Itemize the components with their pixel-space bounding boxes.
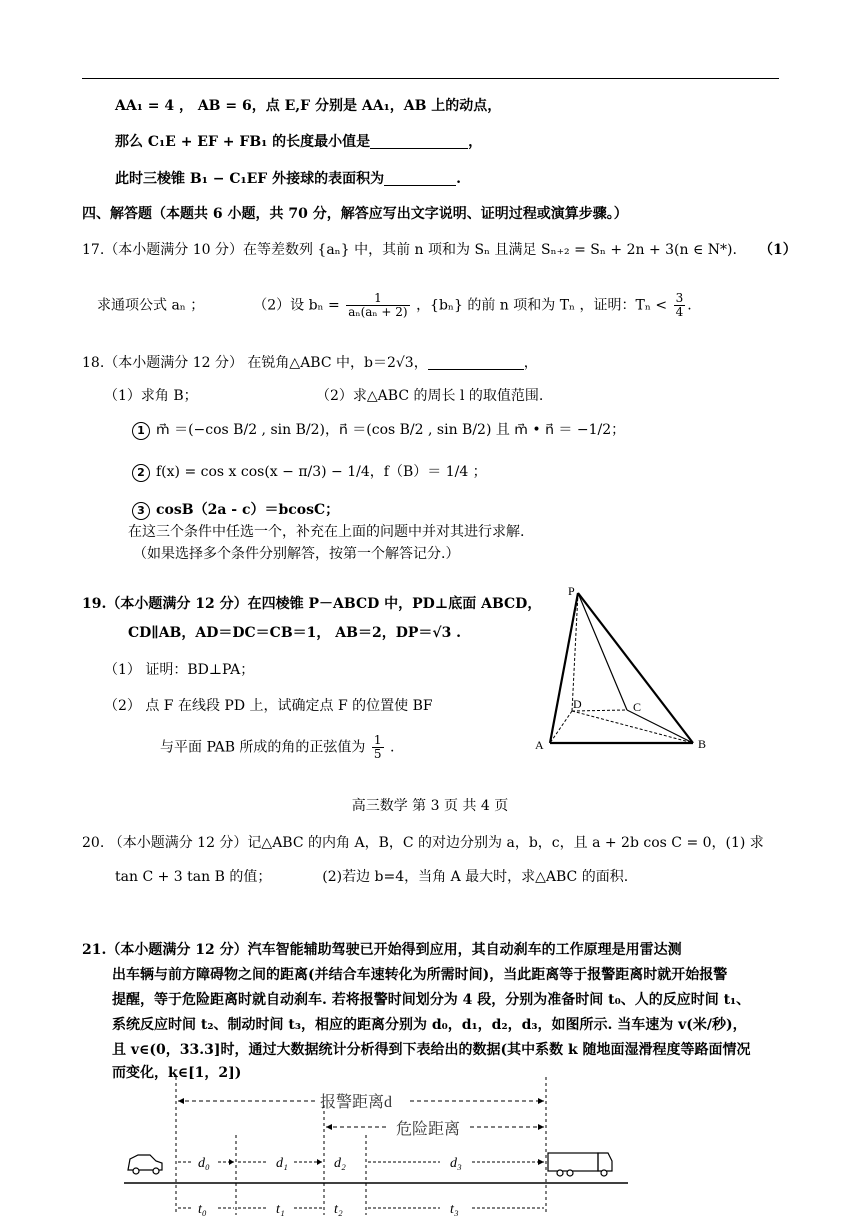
label-c: C xyxy=(633,700,642,714)
q18-condition-1-text: m⃗ ＝(−cos B/2 , sin B/2)，n⃗ ＝(cos B/2 , sin B/2) 且 m⃗ • n⃗ ＝ −1/2； xyxy=(156,422,626,438)
q18-condition-2 xyxy=(132,462,487,482)
q17-fraction-2: $\frac{3}{4}$ xyxy=(675,291,684,319)
answer-blank-1 xyxy=(370,134,468,149)
q17-line1-tail: （1） xyxy=(759,242,797,258)
q16-line3 xyxy=(115,169,461,189)
q17-line2: 求通项公式 aₙ ； （2）设 bₙ = $\frac{1}{\text{aₙ(aₙ + 2)}}$ ，{bₙ} 的前 n 项和为 Tₙ ，证明：Tₙ < $\frac{3}{4}$ . xyxy=(97,291,692,319)
q19-fraction: $\frac{1}{5}$ xyxy=(373,733,382,761)
q16-line2-text: 那么 C₁E + EF + FB₁ 的长度最小值是 xyxy=(115,134,371,150)
q20-line1: 20. （本小题满分 12 分）记△ABC 的内角 A，B，C 的对边分别为 a，b，c，且 a + 2b cos C = 0，(1) 求 xyxy=(82,835,764,851)
label-p: P xyxy=(568,584,575,598)
edge-db xyxy=(572,711,693,743)
d2-label: d₂ xyxy=(334,1156,346,1171)
q17-line1 xyxy=(82,240,737,260)
q17-part1: 求通项公式 aₙ ； xyxy=(97,297,205,314)
q19-part1: （1） 证明：BD⊥PA； xyxy=(104,662,255,678)
t2-label: t₂ xyxy=(334,1202,343,1216)
q18-part2: （2）求△ABC 的周长 l 的取值范围. xyxy=(316,388,544,404)
q19-part2b-text: 与平面 PAB 所成的角的正弦值为 xyxy=(160,739,366,756)
label-b: B xyxy=(698,737,707,751)
alarm-distance-label: 报警距离d xyxy=(320,1094,393,1111)
q21-line1: 21.（本小题满分 12 分）汽车智能辅助驾驶已开始得到应用，其自动刹车的工作原理是用雷达测 xyxy=(82,942,682,958)
q21-line5: 且 v∈(0，33.3]时，通过大数据统计分析得到下表给出的数据(其中系数 k 随地面湿滑程度等路面情况 xyxy=(112,1042,751,1058)
circled-number-2: 2 xyxy=(132,464,150,482)
q21-line6: 而变化，k∈[1，2]) xyxy=(112,1065,242,1081)
q16-line3-text: 此时三棱锥 B₁ − C₁EF 外接球的表面积为 xyxy=(115,171,385,187)
q16-line3-end: . xyxy=(456,171,461,187)
q20-part1: tan C + 3 tan B 的值； xyxy=(115,869,272,885)
t3-label: t₃ xyxy=(450,1202,459,1216)
t0-label: t₀ xyxy=(198,1202,207,1216)
label-a: A xyxy=(535,738,544,752)
q17-part2: （2）设 bₙ = xyxy=(253,297,340,314)
page-footer: 高三数学 第 3 页 共 4 页 xyxy=(351,798,509,814)
edge-cb xyxy=(627,710,693,743)
q17-part2-cont: ，{bₙ} 的前 n 项和为 Tₙ ，证明：Tₙ < xyxy=(416,297,668,314)
danger-distance-label: 危险距离 xyxy=(396,1121,461,1138)
d3-label: d₃ xyxy=(450,1156,462,1171)
header-rule xyxy=(82,78,779,79)
q21-line4: 系统反应时间 t₂、制动时间 t₃，相应的距离分别为 d₀，d₁，d₂，d₃，如图所示. 当车速为 v(米/秒)， xyxy=(112,1017,747,1033)
car-icon xyxy=(128,1155,162,1174)
truck-icon xyxy=(548,1153,612,1176)
circled-number-1: 1 xyxy=(132,422,150,440)
q18-line1-text: 18.（本小题满分 12 分） 在锐角△ABC 中，b＝2√3， xyxy=(82,355,428,371)
q18-condition-1 xyxy=(132,420,625,440)
q18-condition-3-text: cosB（2a - c）＝bcosC； xyxy=(156,502,340,518)
pyramid-figure xyxy=(520,580,720,755)
q19-line2: CD∥AB，AD＝DC＝CB＝1， AB＝2，DP＝√3 . xyxy=(128,625,462,641)
q16-line1: AA₁ = 4 ， AB = 6，点 E,F 分别是 AA₁，AB 上的动点， xyxy=(115,98,502,114)
q16-line2 xyxy=(115,132,482,152)
edge-pc xyxy=(578,593,627,710)
d1-label: d₁ xyxy=(276,1156,288,1171)
q20-part2: (2)若边 b=4，当角 A 最大时，求△ABC 的面积. xyxy=(322,869,629,885)
circled-number-3: 3 xyxy=(132,502,150,520)
q21-line2: 出车辆与前方障碍物之间的距离(并结合车速转化为所需时间)，当此距离等于报警距离时就开始报警 xyxy=(112,967,728,983)
q18-line1 xyxy=(82,353,538,373)
q19-part2: （2） 点 F 在线段 PD 上，试确定点 F 的位置使 BF xyxy=(104,698,433,714)
q21-line3: 提醒，等于危险距离时就自动刹车. 若将报警时间划分为 4 段，分别为准备时间 t₀、人的反应时间 t₁、 xyxy=(112,992,751,1008)
q18-instruction: 在这三个条件中任选一个，补充在上面的问题中并对其进行求解. xyxy=(128,524,525,540)
section-heading: 四、解答题（本题共 6 小题，共 70 分，解答应写出文字说明、证明过程或演算步骤。） xyxy=(82,206,628,222)
edge-pb xyxy=(578,593,693,743)
q18-part1: （1）求角 B； xyxy=(104,388,198,404)
q18-line1-end: ， xyxy=(523,355,538,371)
answer-blank-3 xyxy=(428,355,524,370)
q18-condition-2-text: f(x) = cos x cos(x − π/3) − 1/4，f（B）＝ 1/4 ； xyxy=(156,464,487,480)
t1-label: t₁ xyxy=(276,1202,285,1216)
q16-line2-end: ， xyxy=(468,134,483,150)
q18-note: （如果选择多个条件分别解答，按第一个解答记分.） xyxy=(133,546,460,562)
q18-condition-3 xyxy=(132,500,339,520)
answer-blank-2 xyxy=(384,171,456,186)
q17-line1-text: 17.（本小题满分 10 分）在等差数列 {aₙ} 中，其前 n 项和为 Sₙ 且满足 Sₙ₊₂ = Sₙ + 2n + 3(n ∈ N*). xyxy=(82,242,737,258)
q19-part2b: 与平面 PAB 所成的角的正弦值为 $\frac{1}{5}$ . xyxy=(160,733,395,761)
d0-label: d₀ xyxy=(198,1156,210,1171)
braking-distance-diagram xyxy=(120,1075,640,1216)
q17-fraction: $\frac{1}{\text{aₙ(aₙ + 2)}}$ xyxy=(348,291,408,319)
label-d: D xyxy=(573,697,582,711)
q20-line2 xyxy=(115,867,628,887)
q19-line1: 19.（本小题满分 12 分）在四棱锥 P－ABCD 中，PD⊥底面 ABCD， xyxy=(82,596,542,612)
